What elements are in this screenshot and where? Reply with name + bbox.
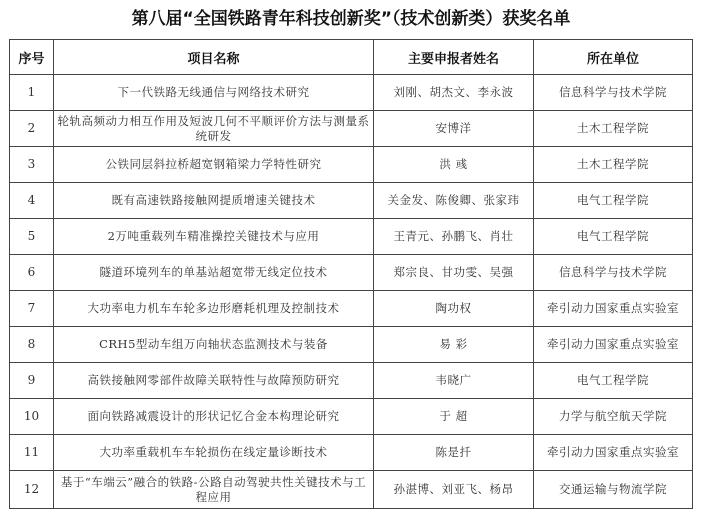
row-project-name: 公铁同层斜拉桥超宽钢箱梁力学特性研究 xyxy=(54,147,374,183)
table-row xyxy=(10,327,693,363)
header-unit: 所在单位 xyxy=(534,40,693,75)
row-applicant: 陶功权 xyxy=(374,291,534,327)
row-applicant: 安博洋 xyxy=(374,111,534,147)
row-project-name: 面向铁路减震设计的形状记忆合金本构理论研究 xyxy=(54,399,374,435)
row-applicant: 易 彩 xyxy=(374,327,534,363)
table-header-row xyxy=(10,40,693,75)
row-unit: 信息科学与技术学院 xyxy=(534,75,693,111)
row-unit: 牵引动力国家重点实验室 xyxy=(534,291,693,327)
table-row xyxy=(10,111,693,147)
row-project-name: 高铁接触网零部件故障关联特性与故障预防研究 xyxy=(54,363,374,399)
row-applicant: 郑宗良、甘功雯、吴强 xyxy=(374,255,534,291)
row-project-name: CRH5型动车组万向轴状态监测技术与装备 xyxy=(54,327,374,363)
row-no: 8 xyxy=(10,327,54,363)
row-unit: 电气工程学院 xyxy=(534,363,693,399)
row-no: 12 xyxy=(10,471,54,509)
header-no: 序号 xyxy=(10,40,54,75)
row-project-name: 下一代铁路无线通信与网络技术研究 xyxy=(54,75,374,111)
row-unit: 电气工程学院 xyxy=(534,219,693,255)
row-applicant: 孙湛博、刘亚飞、杨昂 xyxy=(374,471,534,509)
row-no: 6 xyxy=(10,255,54,291)
row-no: 7 xyxy=(10,291,54,327)
row-applicant: 王青元、孙鹏飞、肖壮 xyxy=(374,219,534,255)
row-unit: 牵引动力国家重点实验室 xyxy=(534,327,693,363)
row-project-name: 2万吨重载列车精准操控关键技术与应用 xyxy=(54,219,374,255)
row-unit: 牵引动力国家重点实验室 xyxy=(534,435,693,471)
table-row xyxy=(10,255,693,291)
header-applicant: 主要申报者姓名 xyxy=(374,40,534,75)
row-applicant: 洪 彧 xyxy=(374,147,534,183)
row-project-name: 大功率电力机车车轮多边形磨耗机理及控制技术 xyxy=(54,291,374,327)
table-row xyxy=(10,75,693,111)
row-unit: 交通运输与物流学院 xyxy=(534,471,693,509)
row-no: 1 xyxy=(10,75,54,111)
row-project-name: 轮轨高频动力相互作用及短波几何不平顺评价方法与测量系统研发 xyxy=(54,111,374,147)
table-row xyxy=(10,471,693,509)
table-row xyxy=(10,147,693,183)
row-unit: 信息科学与技术学院 xyxy=(534,255,693,291)
row-no: 2 xyxy=(10,111,54,147)
row-no: 3 xyxy=(10,147,54,183)
header-project-name: 项目名称 xyxy=(54,40,374,75)
document-title: 第八届“全国铁路青年科技创新奖”（技术创新类）获奖名单 xyxy=(131,9,571,29)
row-unit: 土木工程学院 xyxy=(534,147,693,183)
table-row xyxy=(10,291,693,327)
table-row xyxy=(10,363,693,399)
row-no: 9 xyxy=(10,363,54,399)
table-row xyxy=(10,435,693,471)
row-no: 4 xyxy=(10,183,54,219)
table-row xyxy=(10,183,693,219)
row-project-name: 隧道环境列车的单基站超宽带无线定位技术 xyxy=(54,255,374,291)
row-no: 11 xyxy=(10,435,54,471)
row-no: 5 xyxy=(10,219,54,255)
row-no: 10 xyxy=(10,399,54,435)
row-unit: 力学与航空航天学院 xyxy=(534,399,693,435)
table-row xyxy=(10,219,693,255)
row-applicant: 刘刚、胡杰文、李永波 xyxy=(374,75,534,111)
row-project-name: 既有高速铁路接触网提质增速关键技术 xyxy=(54,183,374,219)
row-applicant: 关金发、陈俊卿、张家玮 xyxy=(374,183,534,219)
row-applicant: 陈是扦 xyxy=(374,435,534,471)
row-applicant: 韦晓广 xyxy=(374,363,534,399)
row-unit: 土木工程学院 xyxy=(534,111,693,147)
row-unit: 电气工程学院 xyxy=(534,183,693,219)
award-table xyxy=(9,39,693,509)
row-project-name: 大功率重载机车车轮损伤在线定量诊断技术 xyxy=(54,435,374,471)
table-row xyxy=(10,399,693,435)
row-applicant: 于 超 xyxy=(374,399,534,435)
row-project-name: 基于“车端云”融合的铁路-公路自动驾驶共性关键技术与工程应用 xyxy=(54,471,374,509)
